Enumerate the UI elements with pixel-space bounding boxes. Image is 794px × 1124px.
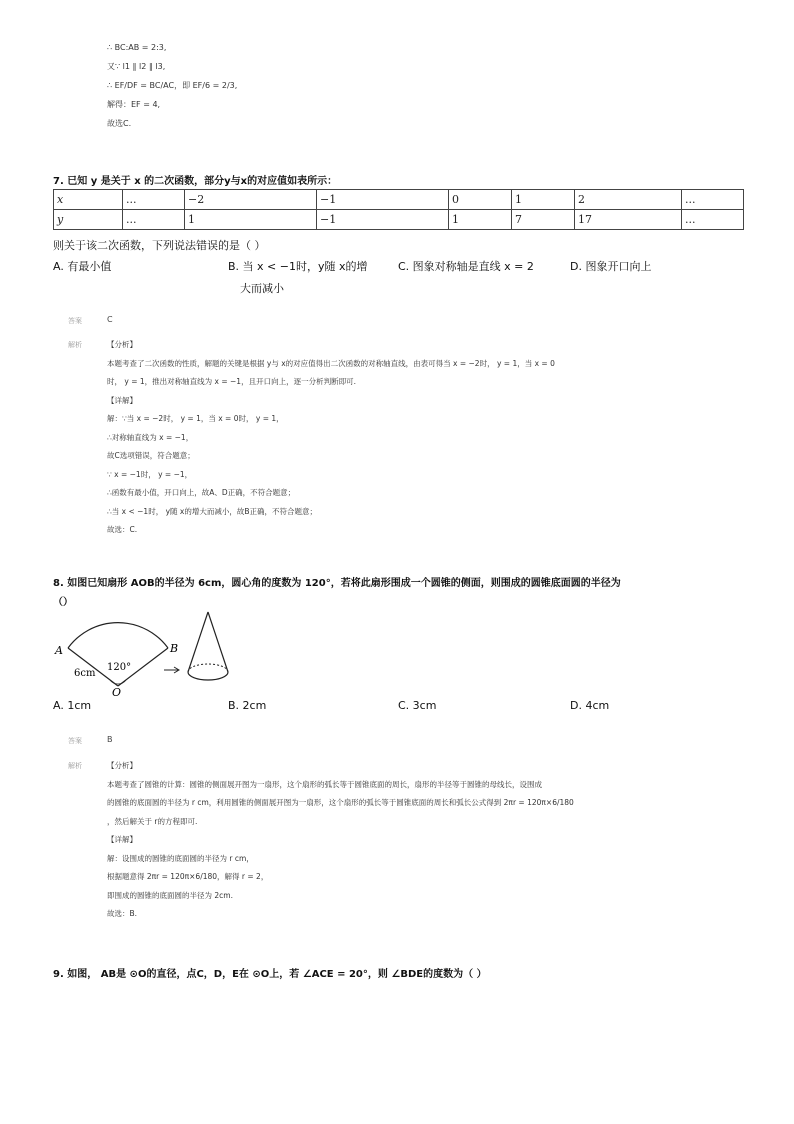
analysis-line: 本题考查了二次函数的性质，解题的关键是根据 y与 x的对应值得出二次函数的对称轴直线，由表可得当 x = −2时， y = 1，当 x = 0	[107, 358, 555, 368]
table-row-x	[54, 190, 744, 210]
answer-label: 答案	[68, 317, 82, 325]
point-b-label: B	[170, 642, 179, 655]
analysis-line: 本题考查了圆锥的计算：圆锥的侧面展开图为一扇形，这个扇形的弧长等于圆锥底面的周长，扇形的半径等于圆锥的母线长，设围成	[107, 779, 542, 789]
q7-option-c[interactable]: C. 图象对称轴是直线 x = 2	[398, 260, 534, 273]
q8-option-d[interactable]: D. 4cm	[570, 699, 610, 712]
value-table	[53, 189, 744, 230]
analysis-label: 解析	[68, 341, 82, 349]
analysis-line: 的圆锥的底面圆的半径为 r cm，利用圆锥的侧面展开图为一扇形，这个扇形的弧长等于圆锥底面的周长和弧长公式得到 2πr = 120π×6/180	[107, 798, 574, 807]
q7-option-b-cont: 大而减小	[240, 282, 284, 295]
table-cell: −1	[317, 190, 449, 210]
table-cell: 17	[575, 210, 682, 230]
table-cell: y	[54, 210, 123, 230]
q8-stem: 8. 如图已知扇形 AOB的半径为 6cm，圆心角的度数为 120°，若将此扇形围成一个圆锥的侧面，则围成的圆锥底面圆的半径为	[53, 578, 621, 589]
table-row-y	[54, 210, 744, 230]
analysis-line: 【分析】	[107, 340, 137, 349]
cone-side-left	[188, 612, 208, 672]
analysis-line: 解：设围成的圆锥的底面圆的半径为 r cm，	[107, 853, 254, 863]
angle-mark	[110, 680, 126, 684]
angle-label: 120°	[107, 662, 132, 673]
analysis-line: ∴函数有最小值，开口向上，故A、D正确，不符合题意；	[107, 488, 296, 497]
table-cell: 1	[449, 210, 512, 230]
q8-option-b[interactable]: B. 2cm	[228, 699, 267, 712]
analysis-line: 【详解】	[107, 395, 137, 405]
radius-label: 6cm	[74, 668, 96, 679]
q8-stem-cont: （）	[53, 597, 73, 608]
table-cell: 7	[512, 210, 575, 230]
q7-option-d[interactable]: D. 图象开口向上	[570, 260, 652, 273]
solution-line: 解得：EF = 4,	[107, 100, 161, 109]
solution-line: 又∵ l1 ∥ l2 ∥ l3,	[107, 62, 166, 71]
table-cell: −1	[317, 210, 449, 230]
q8-option-a[interactable]: A. 1cm	[53, 699, 92, 712]
point-o-label: O	[112, 686, 122, 698]
solution-line: ∴ BC:AB = 2:3,	[107, 43, 167, 52]
analysis-line: ∴当 x < −1时， y随 x的增大而减小，故B正确，不符合题意；	[107, 506, 317, 516]
q7-option-b[interactable]: B. 当 x < −1时，y随 x的增	[228, 260, 368, 273]
table-cell: 1	[185, 210, 317, 230]
analysis-line: 解：∵当 x = −2时， y = 1，当 x = 0时， y = 1，	[107, 414, 284, 423]
analysis-line: 故C选项错误，符合题意；	[107, 451, 195, 460]
analysis-line: 【分析】	[107, 761, 137, 770]
analysis-line: 即围成的圆锥的底面圆的半径为 2cm.	[107, 890, 233, 900]
table-cell: −2	[185, 190, 317, 210]
table-cell: ...	[682, 210, 744, 230]
analysis-line: 时， y = 1，推出对称轴直线为 x = −1，且开口向上，逐一分析判断即可.	[107, 377, 356, 386]
sector-arc	[68, 623, 168, 648]
answer-value: C	[107, 315, 113, 324]
analysis-line: 故选：C.	[107, 525, 138, 534]
analysis-line: ，然后解关于 r的方程即可.	[107, 816, 198, 826]
table-cell: 0	[449, 190, 512, 210]
solution-line: 故选C.	[107, 119, 132, 128]
cone-base-back	[188, 664, 228, 672]
analysis-line: 根据题意得 2πr = 120π×6/180，解得 r = 2，	[107, 872, 269, 881]
q8-option-c[interactable]: C. 3cm	[398, 699, 437, 712]
table-cell: ...	[682, 190, 744, 210]
q6-solution	[107, 38, 237, 133]
analysis-line: ∴对称轴直线为 x = −1，	[107, 432, 194, 442]
solution-line: ∴ EF/DF = BC/AC，即 EF/6 = 2/3,	[107, 81, 238, 90]
table-cell: x	[54, 190, 123, 210]
analysis-line: 【详解】	[107, 835, 137, 844]
analysis-line: 故选：B.	[107, 909, 138, 918]
q7-analysis	[107, 336, 719, 540]
answer-label: 答案	[68, 737, 82, 745]
table-cell: ...	[123, 210, 185, 230]
q9-stem: 9. 如图， AB是 ⊙O的直径，点C，D，E在 ⊙O上，若 ∠ACE = 20°，则 ∠BDE的度数为（ ）	[53, 969, 487, 980]
q7-option-a[interactable]: A. 有最小值	[53, 260, 112, 273]
analysis-line: ∵ x = −1时， y = −1，	[107, 469, 193, 479]
sector-cone-figure	[50, 608, 250, 698]
cone-side-right	[208, 612, 228, 672]
analysis-label: 解析	[68, 762, 82, 770]
q7-stem: 7. 已知 y 是关于 x 的二次函数，部分y与x的对应值如表所示：	[53, 176, 338, 187]
table-cell: 1	[512, 190, 575, 210]
table-cell: ...	[123, 190, 185, 210]
q7-question: 则关于该二次函数，下列说法错误的是（ ）	[53, 239, 266, 252]
q8-analysis	[107, 757, 719, 924]
point-a-label: A	[55, 644, 63, 657]
answer-value: B	[107, 735, 113, 744]
cone-base-front	[188, 672, 228, 680]
table-cell: 2	[575, 190, 682, 210]
